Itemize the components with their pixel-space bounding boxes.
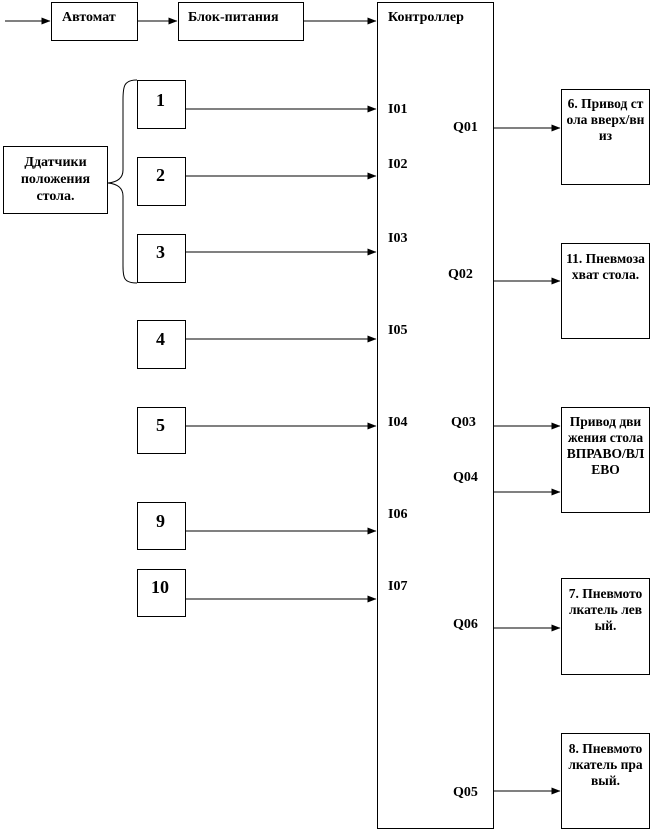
- sensor-number-4: 4: [156, 329, 165, 349]
- power-supply-label: Блок-питания: [188, 10, 279, 25]
- input-port-i04: I04: [388, 415, 408, 430]
- output-port-q02: Q02: [448, 267, 473, 282]
- input-port-i01: I01: [388, 102, 408, 117]
- input-port-i06: I06: [388, 507, 408, 522]
- sensor-number-3: 3: [156, 242, 165, 262]
- output-port-q05: Q05: [453, 785, 478, 800]
- input-port-i05: I05: [388, 323, 408, 338]
- device-right-pusher-label: 8. Пневмотолкатель правый.: [568, 741, 643, 788]
- controller-label: Контроллер: [388, 10, 464, 25]
- sensor-number-9: 9: [156, 511, 165, 531]
- sensor-number-10: 10: [151, 577, 169, 597]
- sensor-number-1: 1: [156, 90, 165, 110]
- output-port-q03: Q03: [451, 415, 476, 430]
- avtomat-label: Автомат: [62, 10, 116, 25]
- device-table-lift-drive-label: 6. Привод стола вверх/вниз: [566, 96, 645, 143]
- device-table-travel-drive-label: Привод движения стола ВПРАВО/ВЛЕВО: [566, 414, 645, 477]
- input-port-i03: I03: [388, 231, 408, 246]
- input-port-i02: I02: [388, 157, 408, 172]
- sensor-number-5: 5: [156, 415, 165, 435]
- sensor-group-label: Ддатчики положения стола.: [20, 155, 91, 204]
- sensor-group-brace: [108, 80, 137, 283]
- output-port-q06: Q06: [453, 617, 478, 632]
- output-port-q01: Q01: [453, 120, 478, 135]
- device-table-gripper-label: 11. Пневмозахват стола.: [566, 251, 645, 282]
- output-port-q04: Q04: [453, 470, 478, 485]
- device-left-pusher-label: 7. Пневмотолкатель левый.: [568, 586, 643, 633]
- sensor-number-2: 2: [156, 165, 165, 185]
- input-port-i07: I07: [388, 579, 408, 594]
